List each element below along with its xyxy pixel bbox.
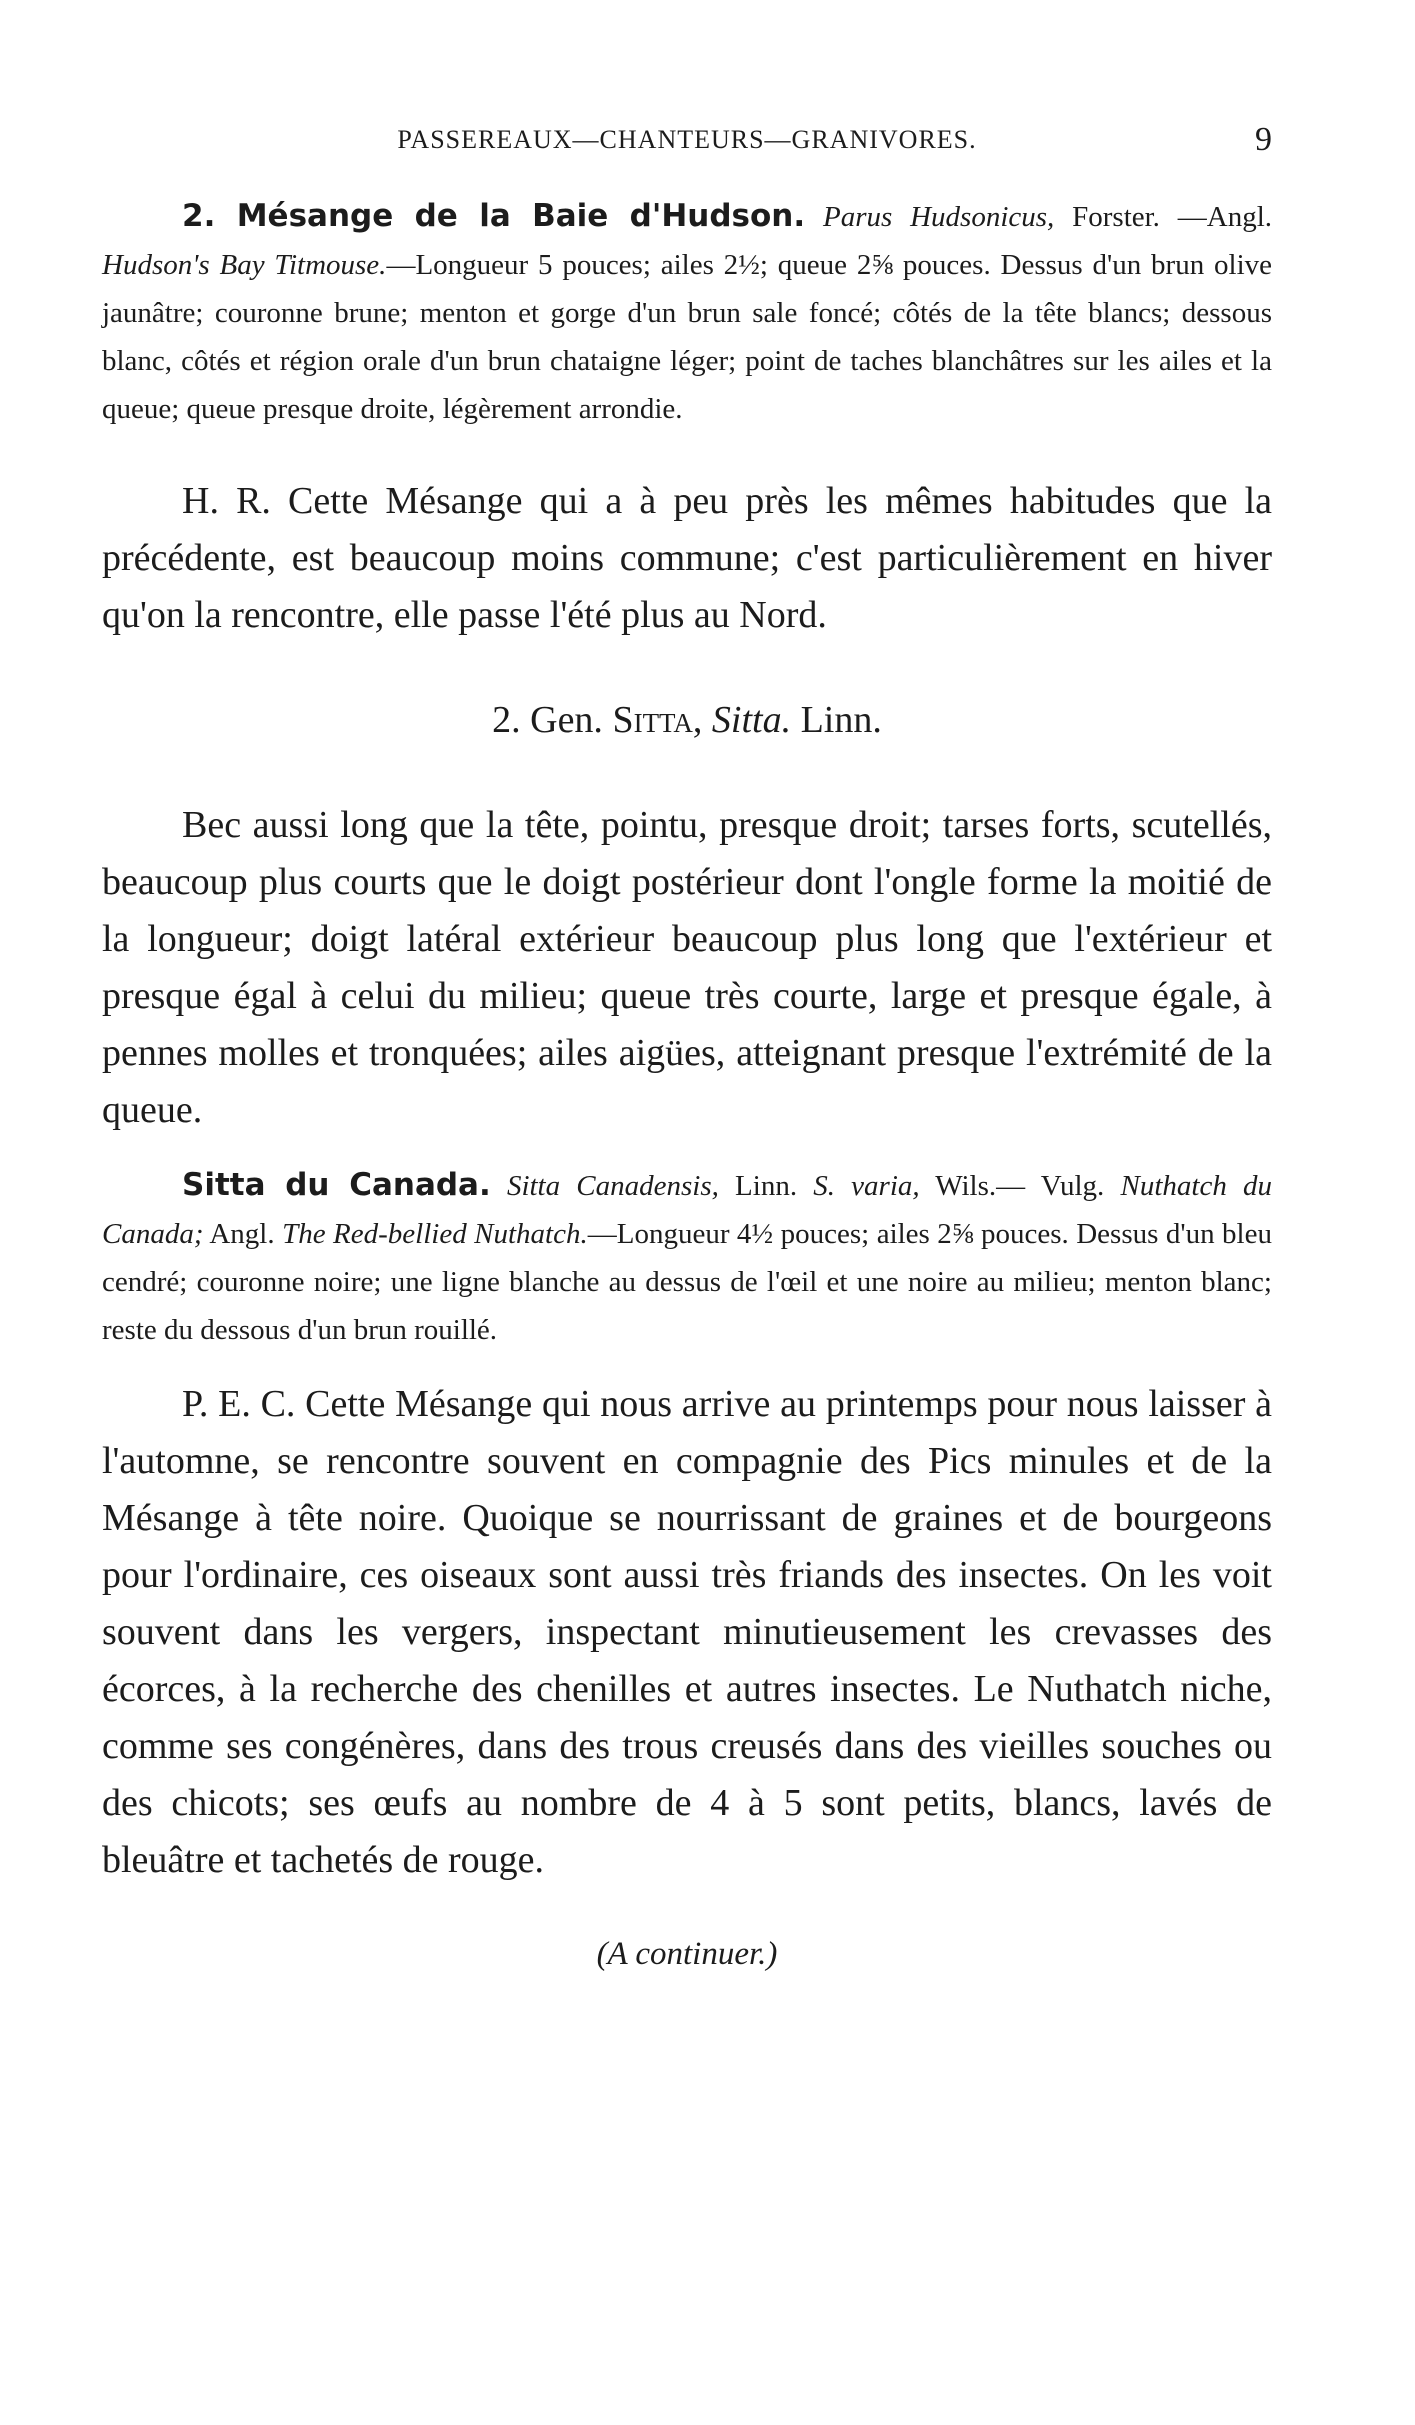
species-entry-nuthatch: [102, 1161, 1272, 1354]
notes-text: Cette Mésange qui a à peu près les mêmes habitudes que la précédente, est beaucoup moins commune; c'est particulièrement en hiver qu'on la rencontre, elle passe l'été plus au Nord.: [102, 480, 1272, 636]
genus-latin: Sitta.: [711, 699, 792, 741]
page-header: [102, 110, 1272, 170]
author: Forster. —Angl.: [1054, 201, 1273, 233]
species-notes-hudson-titmouse: [102, 473, 1272, 644]
species-notes-nuthatch: [102, 1376, 1272, 1889]
species-name: Sitta du Canada.: [182, 1167, 491, 1203]
synonym: S. varia,: [813, 1170, 920, 1202]
species-entry-hudson-titmouse: [102, 192, 1272, 433]
running-title: PASSEREAUX—CHANTEURS—GRANIVORES.: [397, 125, 977, 154]
scientific-name: Parus Hudsonicus,: [822, 201, 1055, 233]
continued-note: (A continuer.): [596, 1936, 778, 1972]
english-name: Hudson's Bay Titmouse.: [102, 249, 387, 281]
author: Linn.: [718, 1170, 814, 1202]
genus-description: Bec aussi long que la tête, pointu, presque droit; tarses forts, scutellés, beaucoup plus courts que le doigt postérieur dont l'ongle forme la moitié de la longueur; doigt latéral extérieur beaucoup plus long que l'extérieur et presque égal à celui du milieu; queue très courte, large et presque égale, à pennes molles et tronquées; ailes aigües, atteignant presque l'extrémité de la queue.: [102, 804, 1272, 1131]
notes-abbreviation: H. R.: [182, 480, 271, 522]
scientific-name: Sitta Canadensis,: [506, 1170, 719, 1202]
genus-author: Linn.: [791, 699, 882, 741]
genus-heading: 2. Gen. Sitta, Sitta. Linn.: [492, 699, 882, 741]
species-description: —Longueur 5 pouces; ailes 2½; queue 2⅝ pouces. Dessus d'un brun olive jaunâtre; couronne brune; menton et gorge d'un brun sale foncé; côtés de la tête blancs; dessous blanc, côtés et région orale d'un brun chataigne léger; point de taches blanchâtres sur les ailes et la queue; queue presque droite, légèrement arrondie.: [102, 249, 1273, 425]
notes-abbreviation: P. E. C.: [182, 1383, 296, 1425]
vulgar-name: Nuthatch du Canada;: [102, 1170, 1272, 1250]
species-description: —Longueur 4½ pouces; ailes 2⅝ pouces. Dessus d'un bleu cendré; couronne noire; une ligne blanche au dessus de l'œil et une noire au milieu; menton blanc; reste du dessous d'un brun rouillé.: [102, 1218, 1272, 1346]
book-page: [102, 110, 1272, 1979]
english-name: The Red-bellied Nuthatch.: [282, 1218, 588, 1250]
page-number: 9: [1255, 121, 1272, 158]
synonym-author: Wils.— Vulg.: [919, 1170, 1121, 1202]
species-name: 2. Mésange de la Baie d'Hudson.: [182, 198, 806, 234]
angl-label: Angl.: [203, 1218, 283, 1250]
genus-name: Sitta,: [612, 699, 703, 741]
notes-text: Cette Mésange qui nous arrive au printemps pour nous laisser à l'automne, se rencontre souvent en compagnie des Pics minules et de la Mésange à tête noire. Quoique se nourrissant de graines et de bourgeons pour l'ordinaire, ces oiseaux sont aussi très friands des insectes. On les voit souvent dans les vergers, inspectant minutieusement les crevasses des écorces, à la recherche des chenilles et autres insectes. Le Nuthatch niche, comme ses congénères, dans des trous creusés dans des vieilles souches ou des chicots; ses œufs au nombre de 4 à 5 sont petits, blancs, lavés de bleuâtre et tachetés de rouge.: [102, 1383, 1272, 1881]
